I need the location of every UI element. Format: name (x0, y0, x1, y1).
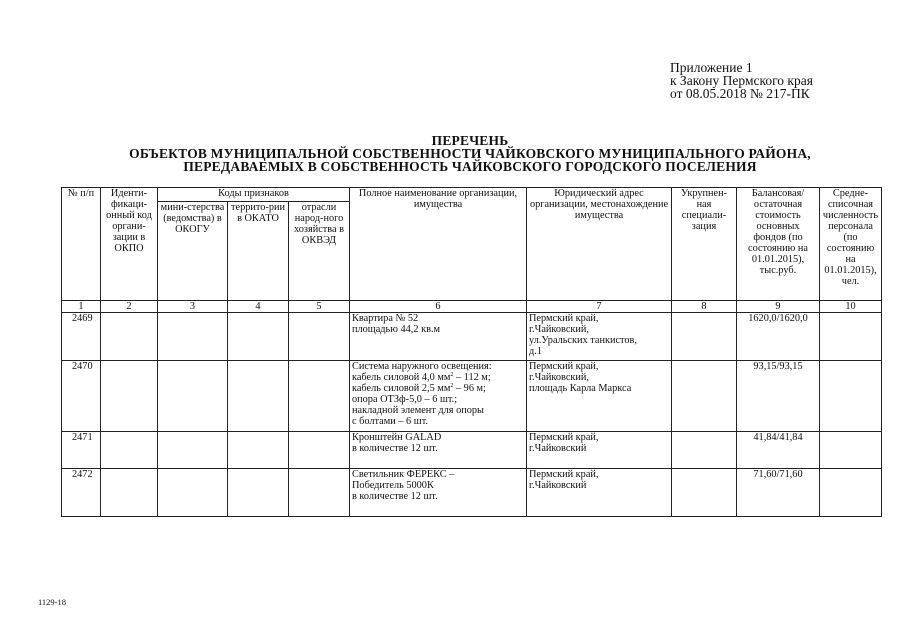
row-name: Кронштейн GALAD в количестве 12 шт. (350, 432, 527, 469)
annex-line-2: к Закону Пермского края (670, 73, 813, 88)
row-address: Пермский край, г.Чайковский, ул.Уральских танкистов, д.1 (527, 313, 672, 361)
column-number: 8 (672, 301, 737, 313)
annex-line-3: от 08.05.2018 № 217-ПК (670, 86, 810, 101)
column-number: 5 (289, 301, 350, 313)
header-address: Юридический адрес организации, местонахождение имущества (527, 188, 672, 301)
column-number: 6 (350, 301, 527, 313)
row-number: 2469 (62, 313, 101, 361)
footer-code: 1129-18 (38, 597, 67, 607)
header-okved: отрасли народ-ного хозяйства в ОКВЭД (289, 202, 350, 301)
table-row (62, 313, 882, 361)
header-specialization: Укрупнен-ная специали-зация (672, 188, 737, 301)
header-codes-group: Коды признаков (158, 188, 350, 202)
row-name: Светильник ФЕРЕКС – Победитель 5000К в количестве 12 шт. (350, 469, 527, 517)
title-line-1: ПЕРЕЧЕНЬ (431, 133, 509, 148)
table-row (62, 432, 882, 469)
column-number: 4 (228, 301, 289, 313)
title-line-2: ОБЪЕКТОВ МУНИЦИПАЛЬНОЙ СОБСТВЕННОСТИ ЧАЙКОВСКОГО МУНИЦИПАЛЬНОГО РАЙОНА, (129, 146, 811, 161)
row-address: Пермский край, г.Чайковский (527, 432, 672, 469)
row-name: Квартира № 52 площадью 44,2 кв.м (350, 313, 527, 361)
annex-line-1: Приложение 1 (670, 60, 753, 75)
annex-note (670, 61, 813, 100)
row-balance: 93,15/93,15 (737, 361, 820, 432)
document-title (60, 134, 880, 173)
row-number: 2470 (62, 361, 101, 432)
header-okpo: Иденти-фикаци-онный код органи-зации в ОКПО (101, 188, 158, 301)
column-number: 10 (820, 301, 882, 313)
header-staff: Средне-списочная численность персонала (по состоянию на 01.01.2015), чел. (820, 188, 882, 301)
column-number: 1 (62, 301, 101, 313)
column-number: 7 (527, 301, 672, 313)
row-name: Система наружного освещения: кабель силовой 4,0 $мм^2 - 112$ м; кабель силовой 2,5 $мм^2 - 96$ м; опора ОТЗф-5,0 – 6 шт.; накладной элемент для опоры с болтами – 6 шт. (350, 361, 527, 432)
row-balance: 41,84/41,84 (737, 432, 820, 469)
property-table (61, 187, 882, 517)
row-address: Пермский край, г.Чайковский (527, 469, 672, 517)
title-line-3: ПЕРЕДАВАЕМЫХ В СОБСТВЕННОСТЬ ЧАЙКОВСКОГО ГОРОДСКОГО ПОСЕЛЕНИЯ (183, 159, 757, 174)
header-no: № п/п (62, 188, 101, 301)
column-number: 3 (158, 301, 228, 313)
table-row (62, 361, 882, 432)
column-number-row (62, 301, 882, 313)
header-balance: Балансовая/ остаточная стоимость основных фондов (по состоянию на 01.01.2015), тыс.руб. (737, 188, 820, 301)
column-number: 2 (101, 301, 158, 313)
header-okogu: мини-стерства (ведомства) в ОКОГУ (158, 202, 228, 301)
column-number: 9 (737, 301, 820, 313)
row-number: 2471 (62, 432, 101, 469)
header-name: Полное наименование организации, имущества (350, 188, 527, 301)
header-okato: террито-рии в ОКАТО (228, 202, 289, 301)
row-address: Пермский край, г.Чайковский, площадь Карла Маркса (527, 361, 672, 432)
row-number: 2472 (62, 469, 101, 517)
row-balance: 1620,0/1620,0 (737, 313, 820, 361)
row-balance: 71,60/71,60 (737, 469, 820, 517)
table-row (62, 469, 882, 517)
